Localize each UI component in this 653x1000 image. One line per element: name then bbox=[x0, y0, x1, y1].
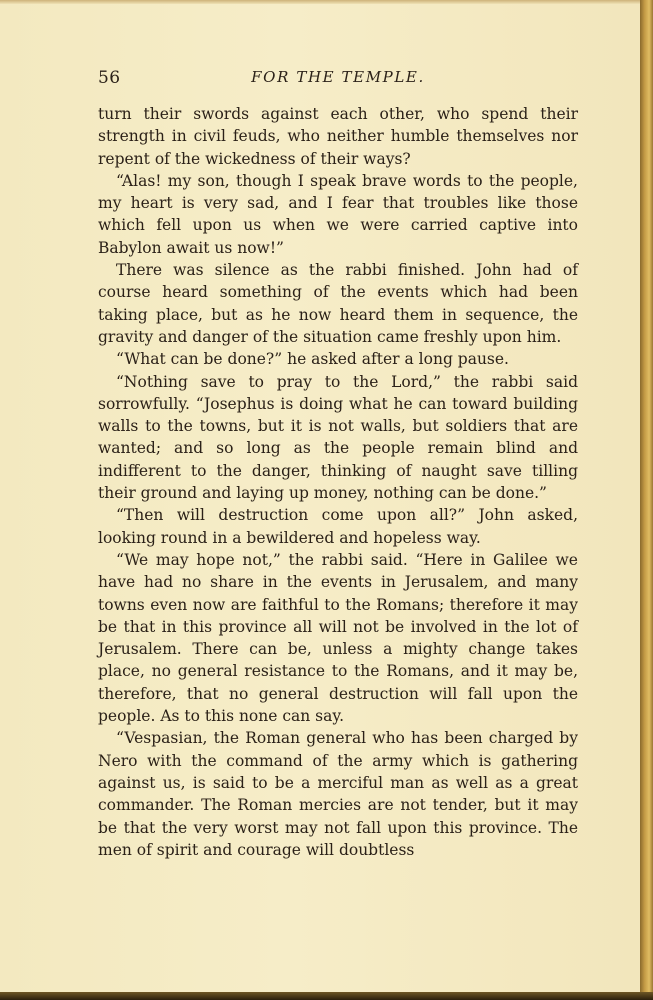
page-bottom-edge bbox=[0, 992, 653, 1000]
paragraph: “Vespasian, the Roman general who has been charged by Nero with the command of the army which is gathering against us, is said to be a merciful man as well as a great commander. The Roman mercies are not tender, but it may be that the very worst may not fall upon this province. The men of spirit and courage will doubtless bbox=[98, 729, 578, 859]
body-text bbox=[98, 103, 578, 861]
paragraph: “Nothing save to pray to the Lord,” the rabbi said sorrowfully. “Josephus is doing what he can toward building walls to the towns, but it is not walls, but soldiers that are wanted; and so long as the people remain blind and indifferent to the danger, thinking of naught save tilling their ground and laying up money, nothing can be done.” bbox=[98, 372, 578, 503]
book-spine-edge bbox=[640, 0, 653, 1000]
running-title: FOR THE TEMPLE. bbox=[251, 68, 425, 86]
paragraph: There was silence as the rabbi finished. John had of course heard something of the events which had been taking place, but as he now heard them in sequence, the gravity and danger of the situation came freshly upon him. bbox=[98, 261, 578, 346]
paragraph: “Alas! my son, though I speak brave words to the people, my heart is very sad, and I fear that troubles like those which fell upon us when we were carried captive into Babylon await us now!” bbox=[98, 171, 578, 257]
paragraph: “We may hope not,” the rabbi said. “Here in Galilee we have had no share in the events in Jerusalem, and many towns even now are faithful to the Romans; therefore it may be that in this province all will not be involved in the lot of Jerusalem. There can be, unless a mighty change takes place, no general resistance to the Romans, and it may be, therefore, that no general destruction will fall upon the people. As to this none can say. bbox=[98, 550, 578, 726]
page-top-edge bbox=[0, 0, 640, 4]
paragraph: “What can be done?” he asked after a long pause. bbox=[116, 350, 509, 369]
paragraph: turn their swords against each other, who spend their strength in civil feuds, who neither humble themselves nor repent of the wickedness of their ways? bbox=[98, 105, 578, 168]
page-header bbox=[98, 68, 578, 92]
paragraph: “Then will destruction come upon all?” John asked, looking round in a bewildered and hopeless way. bbox=[98, 506, 578, 547]
page-number: 56 bbox=[98, 68, 121, 88]
